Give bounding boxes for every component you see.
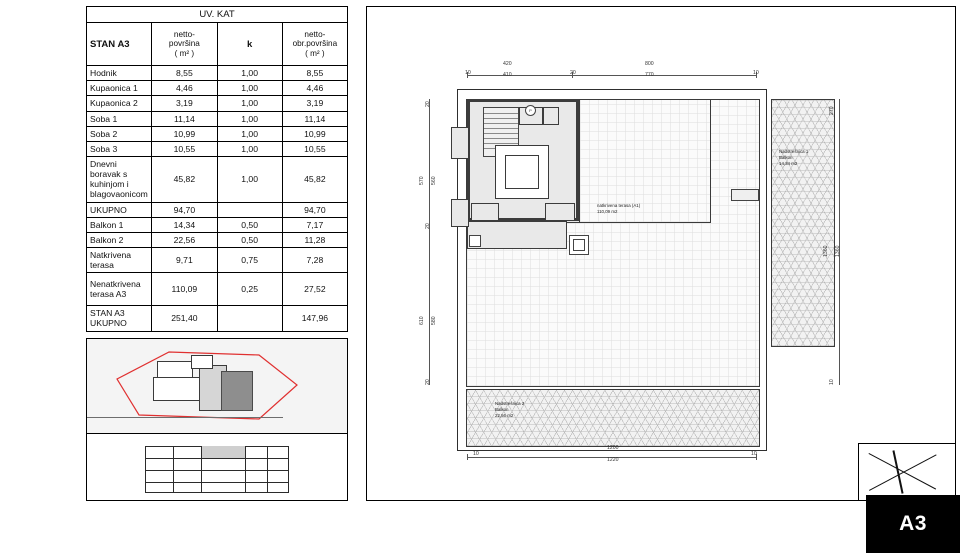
row-calc-area: 8,55 [282, 66, 347, 81]
site-ground-line [87, 417, 283, 418]
header-obr-line1: netto- [304, 29, 326, 39]
row-coefficient: 0,25 [217, 273, 282, 306]
row-coefficient: 1,00 [217, 126, 282, 141]
row-calc-area: 7,28 [282, 248, 347, 273]
site-building-d [191, 355, 213, 369]
row-name: Dnevni boravak s kuhinjom i blagovaonicom [87, 157, 152, 203]
row-net-area: 251,40 [152, 306, 217, 331]
site-building-b [153, 377, 201, 401]
door-marker [731, 189, 759, 201]
table-row [87, 81, 348, 96]
canopy-right-label: Nadstrešnica 1 Balkon 14,34 m2 [779, 149, 809, 166]
dim-right-270: 270 [829, 106, 835, 115]
row-calc-area: 7,17 [282, 217, 347, 232]
row-name: Balkon 1 [87, 217, 152, 232]
row-name: Natkrivena terasa [87, 248, 152, 273]
table-row [87, 96, 348, 111]
row-coefficient [217, 202, 282, 217]
table-row [87, 126, 348, 141]
row-coefficient: 0,50 [217, 232, 282, 247]
dim-top-410: 410 [503, 72, 512, 78]
central-void-inner [505, 155, 539, 189]
row-name: Nenatkrivena terasa A3 [87, 273, 152, 306]
site-plan-thumbnail [87, 339, 347, 434]
dim-left-560: 560 [431, 176, 437, 185]
row-calc-area: 10,55 [282, 141, 347, 156]
dim-bottom-10-right: 10 [751, 451, 757, 457]
core-wall-top [467, 99, 579, 102]
row-net-area: 11,14 [152, 111, 217, 126]
elevation-drawing [145, 442, 289, 494]
table-header-row [87, 23, 348, 66]
plan-outer-top-edge [457, 89, 767, 90]
header-obr-line3: ( m² ) [305, 49, 325, 59]
elevation-right-edge [288, 446, 289, 492]
shaft-marker-se-inner [573, 239, 585, 251]
canopy-right [771, 99, 835, 347]
site-building-highlight [221, 371, 253, 411]
row-name: Hodnik [87, 66, 152, 81]
table-row [87, 202, 348, 217]
row-net-area: 110,09 [152, 273, 217, 306]
row-net-area: 10,55 [152, 141, 217, 156]
area-schedule-panel [86, 6, 348, 332]
table-body [87, 66, 348, 331]
floor-plan-frame [366, 6, 956, 501]
elevation-column-4 [267, 446, 268, 492]
row-net-area: 45,82 [152, 157, 217, 203]
dim-top-800: 800 [645, 61, 654, 67]
row-name: STAN A3 UKUPNO [87, 306, 152, 331]
row-net-area: 9,71 [152, 248, 217, 273]
table-row [87, 273, 348, 306]
dim-line-right [839, 99, 840, 385]
elevation-shaded-bay [202, 446, 245, 458]
dim-left-570: 570 [419, 176, 425, 185]
row-calc-area: 11,28 [282, 232, 347, 247]
table-row [87, 232, 348, 247]
header-net [152, 23, 217, 66]
dim-left-580: 580 [431, 316, 437, 325]
table-row [87, 111, 348, 126]
lower-projection-block [467, 221, 567, 249]
header-net-line3: ( m² ) [174, 49, 195, 59]
dim-top-10-right: 10 [753, 70, 759, 76]
row-coefficient [217, 306, 282, 331]
row-calc-area: 11,14 [282, 111, 347, 126]
row-calc-area: 94,70 [282, 202, 347, 217]
row-net-area: 4,46 [152, 81, 217, 96]
row-coefficient: 1,00 [217, 111, 282, 126]
unit-label: STAN A3 [87, 23, 152, 66]
row-calc-area: 27,52 [282, 273, 347, 306]
row-net-area: 10,99 [152, 126, 217, 141]
dim-left-610: 610 [419, 316, 425, 325]
row-coefficient: 1,00 [217, 96, 282, 111]
row-calc-area: 45,82 [282, 157, 347, 203]
row-net-area: 8,55 [152, 66, 217, 81]
site-and-elevation-box [86, 338, 348, 501]
dim-bottom-1220: 1220 [607, 457, 619, 463]
dim-top-420: 420 [503, 61, 512, 67]
elevation-left-edge [145, 446, 146, 492]
floor-plan-drawing [367, 7, 955, 500]
dim-left-20b: 20 [425, 223, 431, 229]
header-obr-line2: obr.površina [292, 39, 338, 49]
table-row [87, 217, 348, 232]
row-name: Kupaonica 1 [87, 81, 152, 96]
row-net-area: 14,34 [152, 217, 217, 232]
dim-bottom-1200: 1200 [607, 445, 619, 451]
row-name: Kupaonica 2 [87, 96, 152, 111]
dim-right-10: 10 [829, 379, 835, 385]
corner-marker-sw [469, 235, 481, 247]
small-room-4 [545, 203, 575, 221]
row-name: Balkon 2 [87, 232, 152, 247]
dim-line-left [429, 99, 430, 385]
header-net-line2: površina [168, 39, 200, 49]
dim-top-20-mid: 20 [570, 70, 576, 76]
row-net-area: 22,56 [152, 232, 217, 247]
row-name: Soba 2 [87, 126, 152, 141]
elevation-column-1 [173, 446, 174, 492]
row-name: Soba 1 [87, 111, 152, 126]
row-calc-area: 3,19 [282, 96, 347, 111]
row-coefficient: 1,00 [217, 157, 282, 203]
header-k: k [217, 23, 282, 66]
row-calc-area: 10,99 [282, 126, 347, 141]
dim-bottom-10-left: 10 [473, 451, 479, 457]
header-obr [282, 23, 347, 66]
row-coefficient: 1,00 [217, 81, 282, 96]
dim-left-20a: 20 [425, 101, 431, 107]
row-coefficient: 0,75 [217, 248, 282, 273]
north-arrow-box [858, 443, 955, 500]
sheet-tag: A3 [866, 495, 960, 553]
row-coefficient: 1,00 [217, 66, 282, 81]
dim-right-1360a: 1360 [823, 245, 829, 257]
dim-top-10-left: 10 [465, 70, 471, 76]
elevation-ground-line [145, 492, 289, 493]
small-room-2 [543, 107, 559, 125]
row-net-area: 94,70 [152, 202, 217, 217]
area-schedule-table [86, 6, 348, 332]
dim-top-770: 770 [645, 72, 654, 78]
table-row [87, 306, 348, 331]
left-protrusion [451, 127, 469, 159]
table-title: UV. KAT [87, 7, 348, 23]
dim-left-20c: 20 [425, 379, 431, 385]
covered-terrace-label: natkrivena terasa (A1) 110,09 m2 [597, 203, 641, 214]
small-room-3 [471, 203, 499, 221]
table-row [87, 248, 348, 273]
dim-right-1360b: 1360 [835, 245, 841, 257]
header-net-line1: netto- [173, 29, 195, 39]
table-row [87, 157, 348, 203]
row-coefficient: 1,00 [217, 141, 282, 156]
table-title-row [87, 7, 348, 23]
row-coefficient: 0,50 [217, 217, 282, 232]
canopy-bottom-label: Nadstrešnica 2 Balkon 22,56 m2 [495, 401, 525, 418]
row-calc-area: 147,96 [282, 306, 347, 331]
elevation-column-3 [245, 446, 246, 492]
plan-outer-right-edge [766, 89, 767, 451]
row-name: UKUPNO [87, 202, 152, 217]
row-calc-area: 4,46 [282, 81, 347, 96]
row-name: Soba 3 [87, 141, 152, 156]
table-row [87, 66, 348, 81]
row-net-area: 3,19 [152, 96, 217, 111]
grid-marker-p: P [525, 105, 536, 116]
elevation-thumbnail [87, 434, 347, 500]
table-row [87, 141, 348, 156]
left-protrusion-2 [451, 199, 469, 227]
